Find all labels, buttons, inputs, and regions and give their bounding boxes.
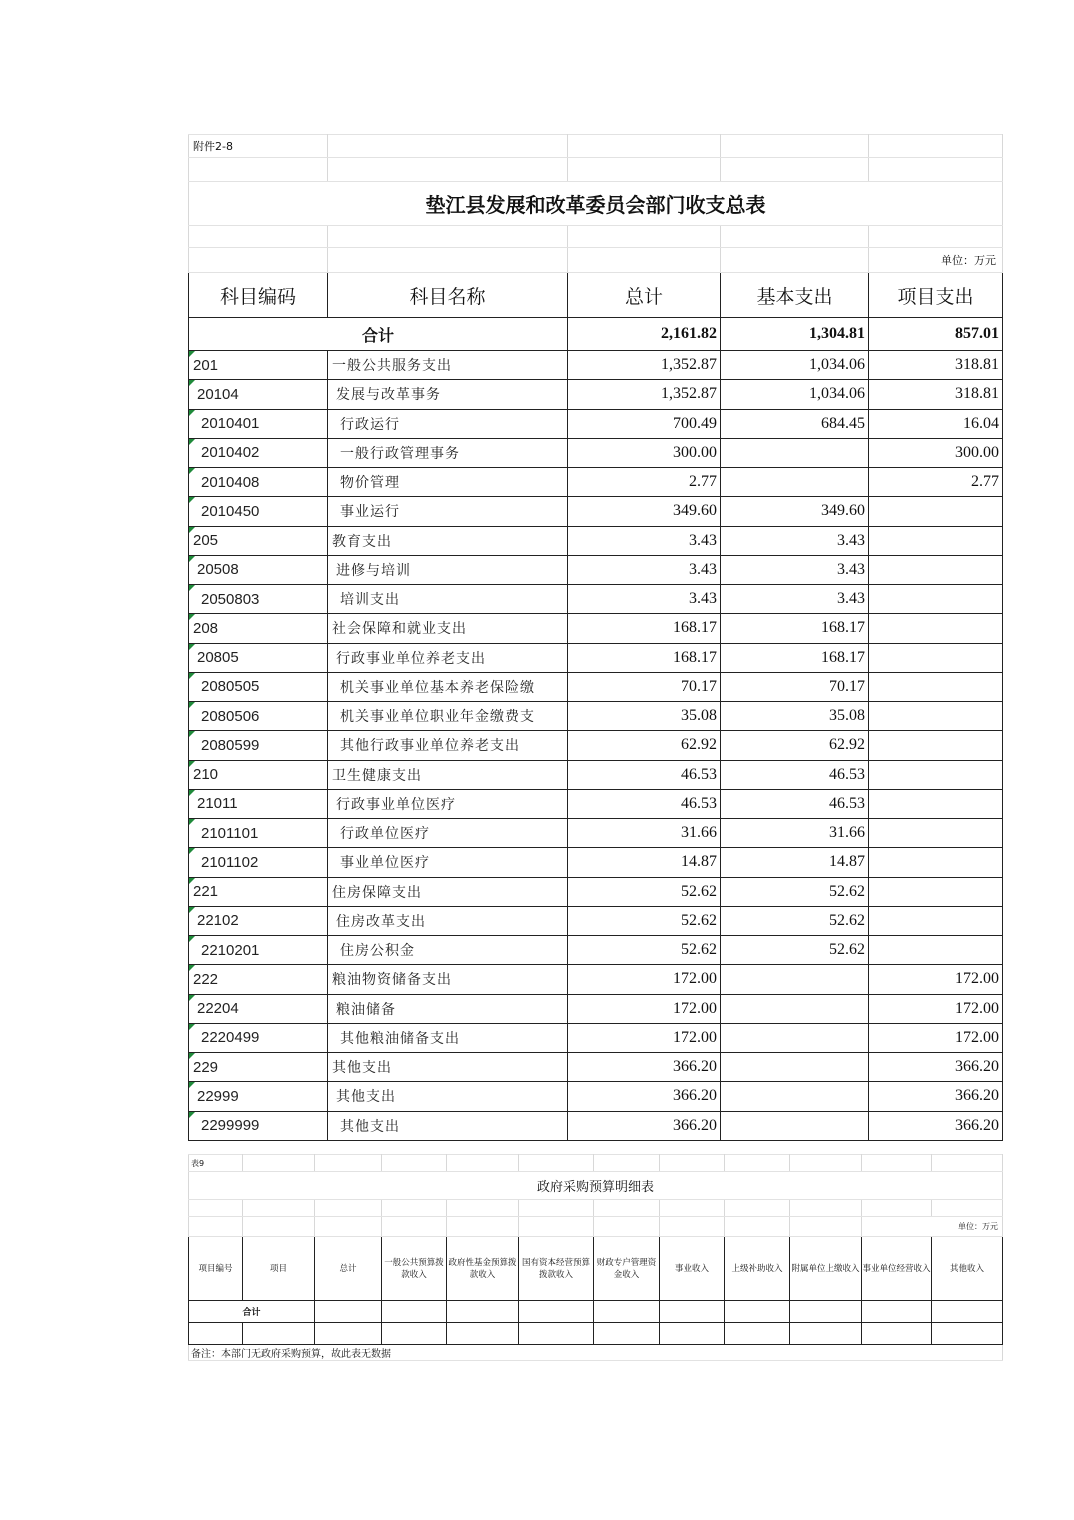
total-value: 70.17 (568, 672, 721, 701)
subject-name: 其他支出 (328, 1111, 568, 1140)
basic-value: 46.53 (721, 760, 869, 789)
subject-code: 2080599 (189, 731, 328, 760)
subject-name: 其他粮油储备支出 (328, 1023, 568, 1052)
project-value (869, 702, 1003, 731)
subject-code: 2080506 (189, 702, 328, 731)
subject-code: 20104 (189, 380, 328, 409)
subject-name: 其他行政事业单位养老支出 (328, 731, 568, 760)
project-value (869, 789, 1003, 818)
table-row (189, 438, 1003, 467)
total-value: 52.62 (568, 936, 721, 965)
subject-code: 208 (189, 614, 328, 643)
procurement-table (188, 1154, 1003, 1361)
table-row (189, 819, 1003, 848)
table-title: 垫江县发展和改革委员会部门收支总表 (189, 182, 1003, 226)
subject-code: 2210201 (189, 936, 328, 965)
total-value: 300.00 (568, 438, 721, 467)
basic-value: 52.62 (721, 906, 869, 935)
subject-code: 2101101 (189, 819, 328, 848)
subject-code: 21011 (189, 789, 328, 818)
basic-value (721, 1053, 869, 1082)
header-superior-subsidy: 上级补助收入 (725, 1237, 790, 1301)
basic-value: 31.66 (721, 819, 869, 848)
total-value: 2.77 (568, 468, 721, 497)
project-value: 318.81 (869, 351, 1003, 380)
table-row (189, 1053, 1003, 1082)
table-row (189, 585, 1003, 614)
subject-name: 行政运行 (328, 409, 568, 438)
basic-value: 14.87 (721, 848, 869, 877)
total-value: 366.20 (568, 1111, 721, 1140)
basic-value: 684.45 (721, 409, 869, 438)
table-row (189, 526, 1003, 555)
table-row (189, 848, 1003, 877)
subject-code: 2050803 (189, 585, 328, 614)
total-row-2 (189, 1301, 1003, 1323)
basic-value: 3.43 (721, 526, 869, 555)
header-business-income: 事业收入 (660, 1237, 725, 1301)
subject-name: 机关事业单位基本养老保险缴 (328, 672, 568, 701)
subject-name: 一般公共服务支出 (328, 351, 568, 380)
total-label-2: 合计 (189, 1301, 315, 1323)
total-value: 1,352.87 (568, 380, 721, 409)
total-value: 3.43 (568, 555, 721, 584)
project-value (869, 936, 1003, 965)
header-operating-income: 事业单位经营收入 (862, 1237, 932, 1301)
total-value: 366.20 (568, 1082, 721, 1111)
total-project: 857.01 (869, 318, 1003, 351)
basic-value: 3.43 (721, 555, 869, 584)
project-value (869, 585, 1003, 614)
table-title-2: 政府采购预算明细表 (189, 1172, 1003, 1200)
revenue-expenditure-table (188, 134, 1003, 1141)
subject-code: 2010402 (189, 438, 328, 467)
table-row (189, 380, 1003, 409)
subject-code: 20508 (189, 555, 328, 584)
project-value: 300.00 (869, 438, 1003, 467)
subject-code: 205 (189, 526, 328, 555)
subject-name: 粮油储备 (328, 994, 568, 1023)
basic-value (721, 438, 869, 467)
basic-value: 349.60 (721, 497, 869, 526)
table-row (189, 936, 1003, 965)
project-value (869, 526, 1003, 555)
annex-label-2: 表9 (189, 1155, 243, 1172)
table-row (189, 409, 1003, 438)
project-value (869, 906, 1003, 935)
total-value: 14.87 (568, 848, 721, 877)
total-value: 3.43 (568, 526, 721, 555)
project-value: 16.04 (869, 409, 1003, 438)
basic-value (721, 468, 869, 497)
table-row (189, 468, 1003, 497)
header-gov-fund: 政府性基金预算拨款收入 (447, 1237, 519, 1301)
subject-code: 221 (189, 877, 328, 906)
basic-value: 1,034.06 (721, 380, 869, 409)
project-value (869, 672, 1003, 701)
header-total: 总计 (315, 1237, 382, 1301)
subject-name: 进修与培训 (328, 555, 568, 584)
table-row (189, 497, 1003, 526)
table-row (189, 789, 1003, 818)
subject-code: 22999 (189, 1082, 328, 1111)
header-other-income: 其他收入 (932, 1237, 1003, 1301)
total-value: 52.62 (568, 906, 721, 935)
subject-code: 2220499 (189, 1023, 328, 1052)
table-row (189, 672, 1003, 701)
basic-value (721, 994, 869, 1023)
project-value: 2.77 (869, 468, 1003, 497)
subject-name: 住房改革支出 (328, 906, 568, 935)
header-name: 科目名称 (328, 273, 568, 318)
subject-code: 22204 (189, 994, 328, 1023)
total-value: 172.00 (568, 994, 721, 1023)
header-state-capital: 国有资本经营预算拨款收入 (519, 1237, 594, 1301)
subject-name: 社会保障和就业支出 (328, 614, 568, 643)
subject-code: 222 (189, 965, 328, 994)
basic-value: 46.53 (721, 789, 869, 818)
basic-value: 168.17 (721, 643, 869, 672)
total-value: 52.62 (568, 877, 721, 906)
table-row (189, 1111, 1003, 1140)
basic-value (721, 1111, 869, 1140)
basic-value: 62.92 (721, 731, 869, 760)
total-row (189, 318, 1003, 351)
unit-label-2: 单位：万元 (862, 1217, 1003, 1237)
project-value (869, 819, 1003, 848)
unit-label: 单位：万元 (869, 248, 1003, 273)
project-value (869, 497, 1003, 526)
basic-value: 52.62 (721, 936, 869, 965)
project-value (869, 614, 1003, 643)
header-general-budget: 一般公共预算拨款收入 (382, 1237, 447, 1301)
table-row (189, 614, 1003, 643)
total-value: 366.20 (568, 1053, 721, 1082)
total-value: 172.00 (568, 1023, 721, 1052)
project-value (869, 731, 1003, 760)
project-value: 366.20 (869, 1111, 1003, 1140)
subject-name: 物价管理 (328, 468, 568, 497)
subject-name: 行政事业单位养老支出 (328, 643, 568, 672)
total-value: 35.08 (568, 702, 721, 731)
subject-name: 其他支出 (328, 1082, 568, 1111)
table-row (189, 702, 1003, 731)
project-value: 172.00 (869, 965, 1003, 994)
header-project: 项目支出 (869, 273, 1003, 318)
project-value: 366.20 (869, 1053, 1003, 1082)
total-value: 349.60 (568, 497, 721, 526)
subject-name: 卫生健康支出 (328, 760, 568, 789)
basic-value: 3.43 (721, 585, 869, 614)
total-sum: 2,161.82 (568, 318, 721, 351)
subject-name: 住房公积金 (328, 936, 568, 965)
basic-value: 168.17 (721, 614, 869, 643)
total-value: 172.00 (568, 965, 721, 994)
basic-value: 35.08 (721, 702, 869, 731)
table-row (189, 731, 1003, 760)
header-project-no: 项目编号 (189, 1237, 243, 1301)
project-value: 366.20 (869, 1082, 1003, 1111)
total-basic: 1,304.81 (721, 318, 869, 351)
subject-name: 行政事业单位医疗 (328, 789, 568, 818)
project-value (869, 848, 1003, 877)
subject-name: 事业单位医疗 (328, 848, 568, 877)
table-row (189, 555, 1003, 584)
table-row (189, 877, 1003, 906)
table-row (189, 965, 1003, 994)
subject-code: 210 (189, 760, 328, 789)
project-value (869, 760, 1003, 789)
subject-name: 住房保障支出 (328, 877, 568, 906)
table-row (189, 351, 1003, 380)
project-value (869, 643, 1003, 672)
total-value: 700.49 (568, 409, 721, 438)
total-value: 62.92 (568, 731, 721, 760)
empty-row (189, 1323, 1003, 1345)
basic-value (721, 1082, 869, 1111)
table-row (189, 643, 1003, 672)
subject-name: 教育支出 (328, 526, 568, 555)
header-affiliate-income: 附属单位上缴收入 (790, 1237, 862, 1301)
subject-code: 20805 (189, 643, 328, 672)
basic-value (721, 965, 869, 994)
header-total: 总计 (568, 273, 721, 318)
header-code: 科目编码 (189, 273, 328, 318)
project-value: 172.00 (869, 994, 1003, 1023)
total-value: 1,352.87 (568, 351, 721, 380)
total-label: 合计 (189, 318, 568, 351)
table-row (189, 1082, 1003, 1111)
table-row (189, 1023, 1003, 1052)
total-value: 46.53 (568, 760, 721, 789)
table-row (189, 760, 1003, 789)
subject-name: 发展与改革事务 (328, 380, 568, 409)
annex-label: 附件2-8 (189, 135, 328, 158)
basic-value: 52.62 (721, 877, 869, 906)
basic-value: 1,034.06 (721, 351, 869, 380)
basic-value (721, 1023, 869, 1052)
project-value: 172.00 (869, 1023, 1003, 1052)
total-value: 168.17 (568, 614, 721, 643)
subject-name: 行政单位医疗 (328, 819, 568, 848)
total-value: 31.66 (568, 819, 721, 848)
header-special-account: 财政专户管理资金收入 (594, 1237, 660, 1301)
subject-code: 2010450 (189, 497, 328, 526)
table-row (189, 906, 1003, 935)
subject-code: 22102 (189, 906, 328, 935)
header-project: 项目 (243, 1237, 315, 1301)
subject-code: 201 (189, 351, 328, 380)
subject-code: 2010408 (189, 468, 328, 497)
subject-code: 2080505 (189, 672, 328, 701)
subject-code: 229 (189, 1053, 328, 1082)
subject-name: 其他支出 (328, 1053, 568, 1082)
total-value: 3.43 (568, 585, 721, 614)
project-value (869, 877, 1003, 906)
project-value (869, 555, 1003, 584)
subject-code: 2299999 (189, 1111, 328, 1140)
subject-name: 粮油物资储备支出 (328, 965, 568, 994)
header-basic: 基本支出 (721, 273, 869, 318)
project-value: 318.81 (869, 380, 1003, 409)
subject-name: 一般行政管理事务 (328, 438, 568, 467)
subject-code: 2010401 (189, 409, 328, 438)
total-value: 168.17 (568, 643, 721, 672)
subject-name: 事业运行 (328, 497, 568, 526)
total-value: 46.53 (568, 789, 721, 818)
subject-code: 2101102 (189, 848, 328, 877)
basic-value: 70.17 (721, 672, 869, 701)
remark-note: 备注：本部门无政府采购预算，故此表无数据 (189, 1345, 1003, 1361)
table-row (189, 994, 1003, 1023)
subject-name: 培训支出 (328, 585, 568, 614)
subject-name: 机关事业单位职业年金缴费支 (328, 702, 568, 731)
